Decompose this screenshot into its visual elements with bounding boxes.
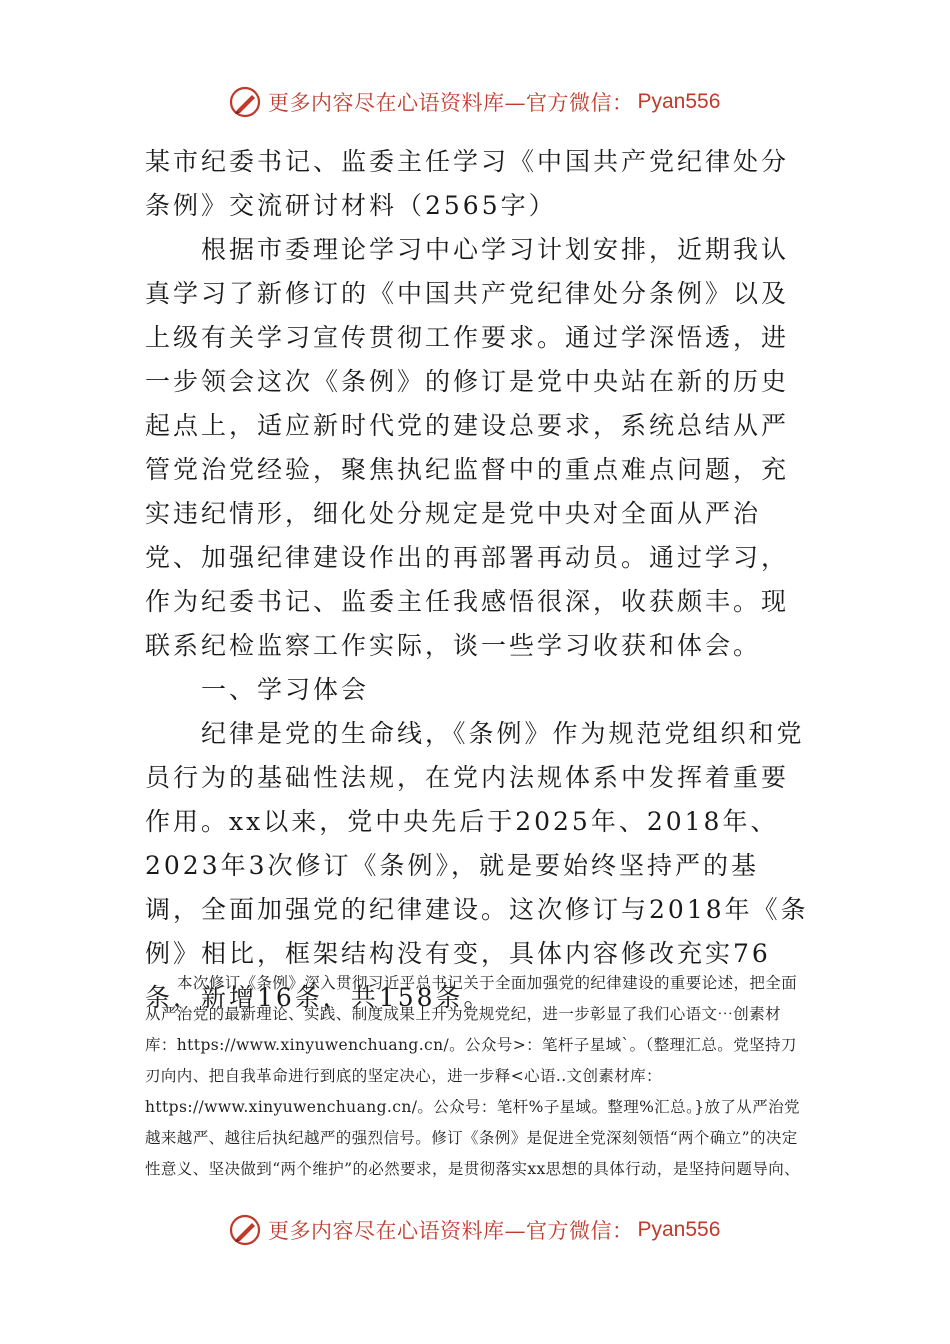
banner-text: 更多内容尽在心语资料库—官方微信： (268, 1219, 634, 1243)
banner-wechat-id: Pyan556 (637, 1218, 721, 1241)
header-watermark-banner (228, 82, 720, 122)
pen-circle-icon (228, 85, 262, 119)
footer-watermark-banner (228, 1210, 720, 1250)
pen-circle-icon (228, 1213, 262, 1247)
banner-wechat-id: Pyan556 (637, 90, 721, 113)
revision-paragraph: 本次修订《条例》深入贯彻习近平总书记关于全面加强党的纪律建设的重要论述，把全面从严治党的最新理论、实践、制度成果上升为党规党纪，进一步彰显了我们心语文⋯创素材库：https://www.xinyuwenchuang.cn/。公众号>：笔杆子星域`。（整理汇总。党坚持刀刃向内、把自我革命进行到底的坚定决心，进一步释<心语..文创素材库：https://www.xinyuwenchuang.cn/。公众号：笔杆%子星域。整理%汇总。}放了从严治党越来越严、越往后执纪越严的强烈信号。修订《条例》是促进全党深刻领悟“两个确立”的决定性意义、坚决做到“两个维护”的必然要求，是贯彻落实xx思想的具体行动，是坚持问题导向、 (145, 974, 801, 1178)
document-title: 某市纪委书记、监委主任学习《中国共产党纪律处分条例》交流研讨材料（2565字） (145, 147, 790, 220)
section-heading: 一、学习体会 (201, 675, 370, 704)
discipline-paragraph: 纪律是党的生命线，《条例》作为规范党组织和党员行为的基础性法规，在党内法规体系中发挥着重要作用。xx以来，党中央先后于2025年、2018年、2023年3次修订《条例》，就是要始终坚持严的基调，全面加强党的纪律建设。这次修订与2018年《条例》相比，框架结构没有变，具体内容修改充实76条，新增16条，共158条。 (145, 719, 809, 1012)
small-print-section (145, 968, 810, 1185)
intro-paragraph: 根据市委理论学习中心学习计划安排，近期我认真学习了新修订的《中国共产党纪律处分条例》以及上级有关学习宣传贯彻工作要求。通过学深悟透，进一步领会这次《条例》的修订是党中央站在新的历史起点上，适应新时代党的建设总要求，系统总结从严管党治党经验，聚焦执纪监督中的重点难点问题，充实违纪情形，细化处分规定是党中央对全面从严治党、加强纪律建设作出的再部署再动员。通过学习，作为纪委书记、监委主任我感悟很深，收获颇丰。现联系纪检监察工作实际，谈一些学习收获和体会。 (145, 235, 790, 660)
banner-text: 更多内容尽在心语资料库—官方微信： (268, 91, 634, 115)
document-body (145, 140, 810, 1020)
